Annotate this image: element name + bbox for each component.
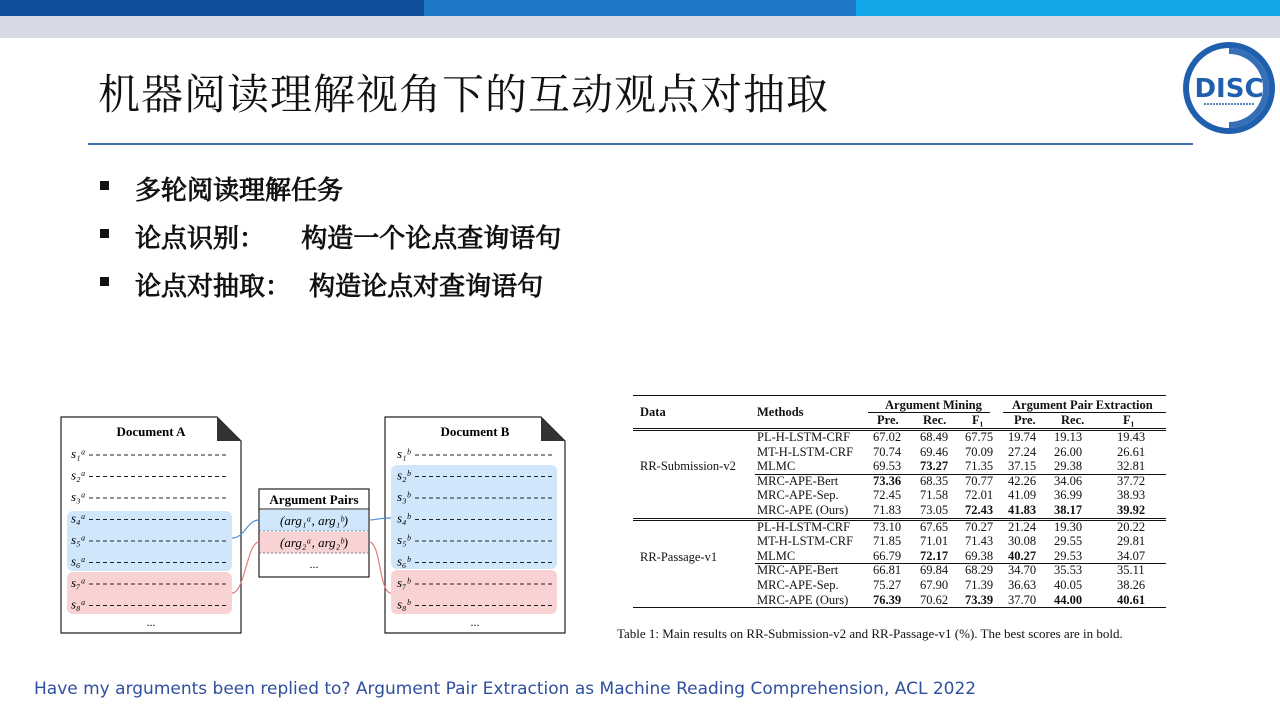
doc-b-sentence-label: s₃ᵇ	[397, 489, 411, 504]
top-bar-segment-mid	[424, 0, 856, 16]
top-bar-segment-light	[856, 0, 1280, 16]
score-cell: 76.39	[873, 592, 902, 607]
score-cell: 71.39	[965, 578, 994, 592]
score-cell: 34.06	[1054, 473, 1083, 488]
header-argument-pair-extraction: Argument Pair Extraction	[1012, 398, 1153, 412]
bullet-text: 多轮阅读理解任务	[135, 176, 344, 206]
pairs-ellipsis: ...	[309, 557, 319, 571]
score-cell: 36.63	[1008, 578, 1037, 592]
argument-pairs-title: Argument Pairs	[269, 492, 359, 507]
top-bar-segment-dark	[0, 0, 424, 16]
doc-b-sentence-label: s₅ᵇ	[397, 532, 411, 547]
score-cell: 29.81	[1117, 534, 1146, 549]
score-cell: 21.24	[1008, 519, 1037, 534]
doc-a-sentence-label: s₂ᵃ	[71, 467, 86, 483]
document-a-title: Document A	[116, 424, 186, 439]
method-cell: MRC-APE-Bert	[757, 563, 839, 578]
score-cell: 71.01	[920, 534, 949, 549]
score-cell: 41.09	[1008, 488, 1037, 503]
score-cell: 34.70	[1008, 563, 1037, 578]
doc-a-sentence-label: s₃ᵃ	[71, 489, 86, 504]
score-cell: 67.02	[873, 430, 902, 444]
header-rule-1	[633, 428, 1166, 429]
method-cell: MRC-APE (Ours)	[757, 592, 849, 607]
logo-text: DISC	[1194, 74, 1264, 104]
method-cell: MLMC	[757, 459, 796, 474]
score-cell: 73.05	[920, 503, 949, 517]
method-cell: PL-H-LSTM-CRF	[757, 430, 851, 444]
score-cell: 68.29	[965, 563, 994, 578]
score-cell: 40.27	[1008, 548, 1037, 563]
score-cell: 38.17	[1054, 503, 1083, 517]
header-argument-mining: Argument Mining	[885, 398, 982, 412]
doc-b-sentence-label: s₁ᵇ	[397, 446, 411, 461]
doc-b-sentence-label: s₇ᵇ	[397, 575, 411, 590]
top-color-bar	[0, 0, 1280, 16]
score-cell: 71.83	[873, 503, 902, 517]
header-rec-2: Rec.	[1061, 413, 1085, 427]
doc-b-highlight-blue	[391, 465, 557, 569]
score-cell: 19.74	[1008, 430, 1037, 444]
score-cell: 40.61	[1117, 592, 1146, 607]
header-data: Data	[640, 405, 666, 419]
score-cell: 37.15	[1008, 459, 1037, 474]
score-cell: 36.99	[1054, 488, 1083, 503]
header-rec-1: Rec.	[923, 413, 947, 427]
score-cell: 68.49	[920, 430, 949, 444]
score-cell: 70.74	[873, 444, 902, 459]
score-cell: 66.81	[873, 563, 902, 578]
score-cell: 38.26	[1117, 578, 1146, 592]
doc-b-highlight-red	[391, 570, 557, 614]
score-cell: 27.24	[1008, 444, 1037, 459]
score-cell: 38.93	[1117, 488, 1146, 503]
score-cell: 40.05	[1054, 578, 1083, 592]
score-cell: 69.53	[873, 459, 902, 474]
score-cell: 29.55	[1054, 534, 1083, 549]
doc-b-sentence-label: s₂ᵇ	[397, 467, 411, 483]
score-cell: 70.09	[965, 444, 994, 459]
doc-a-sentence-label: s₅ᵃ	[71, 532, 86, 547]
method-cell: MRC-APE-Sep.	[757, 488, 839, 503]
argument-pair-diagram	[55, 410, 575, 640]
header-f1-2: F₁	[1123, 413, 1135, 427]
score-cell: 68.35	[920, 473, 949, 488]
bullet-text: 论点识别： 构造一个论点查询语句	[135, 224, 562, 254]
score-cell: 70.62	[920, 592, 949, 607]
score-cell: 29.38	[1054, 459, 1083, 474]
document-a-fold	[217, 417, 241, 441]
slide-title: 机器阅读理解视角下的互动观点对抽取	[98, 70, 830, 119]
score-cell: 37.70	[1008, 592, 1037, 607]
table-top-rule	[633, 395, 1166, 396]
score-cell: 35.53	[1054, 563, 1083, 578]
pair-1: (arg₁ᵃ, arg₁ᵇ)	[279, 513, 349, 528]
method-cell: MRC-APE-Bert	[757, 473, 839, 488]
score-cell: 72.01	[965, 488, 994, 503]
doc-b-sentence-label: s₆ᵇ	[397, 553, 411, 569]
doc-a-sentence-label: s₆ᵃ	[71, 553, 86, 569]
score-cell: 41.83	[1008, 503, 1037, 517]
score-cell: 20.22	[1117, 519, 1146, 534]
score-cell: 42.26	[1008, 473, 1037, 488]
document-b-title: Document B	[440, 424, 510, 439]
score-cell: 35.11	[1117, 563, 1145, 578]
score-cell: 34.07	[1117, 548, 1146, 563]
citation-footer: Have my arguments been replied to? Argument Pair Extraction as Machine Reading Comprehension, ACL 2022	[34, 679, 977, 699]
score-cell: 72.43	[965, 503, 994, 517]
header-pre-2: Pre.	[1014, 413, 1036, 427]
score-cell: 73.39	[965, 592, 994, 607]
score-cell: 71.85	[873, 534, 902, 549]
doc-a-sentence-label: s₇ᵃ	[71, 575, 86, 590]
header-pre-1: Pre.	[877, 413, 899, 427]
score-cell: 19.30	[1054, 519, 1083, 534]
doc-b-ellipsis: ...	[470, 615, 480, 629]
score-cell: 67.75	[965, 430, 994, 444]
doc-a-sentence-label: s₈ᵃ	[71, 596, 86, 612]
header-methods: Methods	[757, 405, 804, 419]
pair-2: (arg₂ᵃ, arg₂ᵇ)	[279, 535, 349, 550]
score-cell: 75.27	[873, 578, 902, 592]
method-cell: MLMC	[757, 548, 796, 563]
score-cell: 19.43	[1117, 430, 1146, 444]
score-cell: 70.77	[965, 473, 994, 488]
score-cell: 71.43	[965, 534, 994, 549]
score-cell: 26.61	[1117, 444, 1146, 459]
dataset-label: RR-Submission-v2	[640, 459, 736, 473]
doc-a-sentence-label: s₁ᵃ	[71, 446, 86, 461]
bullet-icon	[100, 229, 109, 238]
results-table	[625, 390, 1185, 645]
score-cell: 66.79	[873, 548, 902, 563]
score-cell: 73.36	[873, 473, 902, 488]
score-cell: 71.35	[965, 459, 994, 474]
score-cell: 67.90	[920, 578, 949, 592]
table-caption: Table 1: Main results on RR-Submission-v2 and RR-Passage-v1 (%). The best scores are in bold.	[617, 626, 1123, 641]
bullet-icon	[100, 277, 109, 286]
score-cell: 71.58	[920, 488, 949, 503]
doc-b-sentence-label: s₈ᵇ	[397, 596, 411, 612]
disc-logo	[1176, 40, 1280, 138]
score-cell: 39.92	[1117, 503, 1146, 517]
method-cell: MRC-APE-Sep.	[757, 578, 839, 592]
score-cell: 72.17	[920, 548, 949, 563]
method-cell: PL-H-LSTM-CRF	[757, 519, 851, 534]
score-cell: 32.81	[1117, 459, 1146, 474]
score-cell: 73.27	[920, 459, 949, 474]
score-cell: 37.72	[1117, 473, 1146, 488]
score-cell: 26.00	[1054, 444, 1083, 459]
doc-a-highlight-red	[67, 572, 232, 614]
header-grey-band	[0, 16, 1280, 38]
title-underline	[88, 143, 1193, 145]
score-cell: 69.38	[965, 548, 994, 563]
score-cell: 44.00	[1054, 592, 1083, 607]
score-cell: 29.53	[1054, 548, 1083, 563]
score-cell: 72.45	[873, 488, 902, 503]
score-cell: 19.13	[1054, 430, 1083, 444]
score-cell: 30.08	[1008, 534, 1037, 549]
bullet-text: 论点对抽取： 构造论点对查询语句	[135, 272, 544, 302]
score-cell: 73.10	[873, 519, 902, 534]
method-cell: MRC-APE (Ours)	[757, 503, 849, 517]
doc-a-ellipsis: ...	[146, 615, 156, 629]
method-cell: MT-H-LSTM-CRF	[757, 444, 854, 459]
score-cell: 69.84	[920, 563, 949, 578]
bullet-icon	[100, 181, 109, 190]
doc-b-sentence-label: s₄ᵇ	[397, 510, 411, 526]
header-f1-1: F₁	[972, 413, 984, 427]
doc-a-sentence-label: s₄ᵃ	[71, 510, 86, 526]
score-cell: 69.46	[920, 444, 949, 459]
method-cell: MT-H-LSTM-CRF	[757, 534, 854, 549]
dataset-label: RR-Passage-v1	[640, 550, 718, 564]
score-cell: 70.27	[965, 519, 994, 534]
score-cell: 67.65	[920, 519, 949, 534]
